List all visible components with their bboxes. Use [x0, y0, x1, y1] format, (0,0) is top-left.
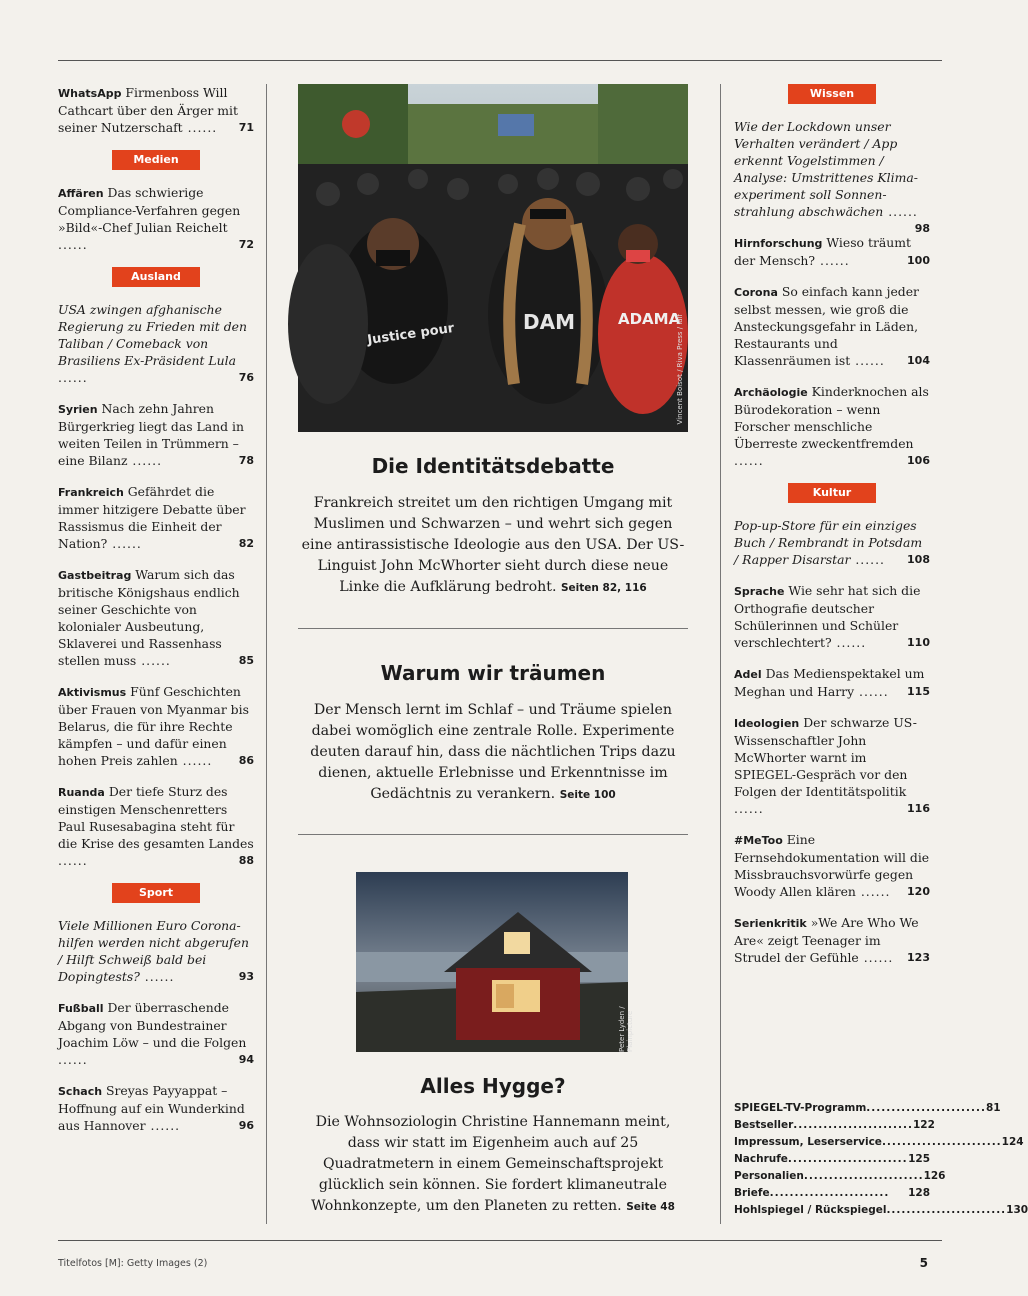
left-column: [58, 84, 254, 1148]
toc-entry[interactable]: [734, 283, 930, 369]
toc-entry-page: 85: [238, 654, 254, 667]
toc-entry-page: 120: [907, 885, 930, 898]
toc-entry-text: USA zwingen afghanische Regierung zu Frieden mit den Taliban / Comeback von Brasiliens Ex-Präsident Lula: [58, 302, 247, 368]
toc-entry-leader: ......: [854, 684, 889, 699]
toc-entry-text: Kinderknochen als Bürodekoration – wenn Forscher menschliche Überreste zweckentfremden: [734, 384, 929, 451]
toc-entry-page: 110: [907, 636, 930, 649]
feature-body: Der Mensch lernt im Schlaf – und Träume spielen dabei womöglich eine zentrale Rolle. Experimente deuten darauf hin, dass die nächtlichen Trips dazu dienen, aktuelle Erlebnisse und Erkenntnisse im Gedächtnis zu verankern.: [310, 702, 676, 802]
index-leader: ........................: [886, 1204, 1007, 1216]
toc-entry-keyword: Fußball: [58, 1002, 104, 1015]
toc-entry-leader: ......: [145, 1118, 181, 1133]
section-tag-kultur: Kultur: [788, 483, 876, 503]
toc-entry-text: Viele Millionen Euro Corona-hilfen werden nicht abgerufen / Hilft Schweiß bald bei Dopingtests?: [58, 918, 249, 984]
toc-entry-leader: ......: [58, 853, 88, 868]
right-column-divider: [720, 84, 721, 1224]
index-label: SPIEGEL-TV-Programm: [734, 1102, 867, 1114]
left-column-divider: [266, 84, 267, 1224]
bottom-rule: [58, 1240, 942, 1241]
toc-entry-text: »We Are Who We Are« zeigt Teenager im Strudel der Gefühle: [734, 915, 919, 965]
index-row[interactable]: [734, 1202, 1028, 1219]
feature-body: Die Wohnsoziologin Christine Hannemann meint, dass wir statt im Eigenheim auch auf 25 Quadratmetern in einem Gemeinschaftsprojekt glücklich sein können. Sie fordert klimaneutrale Wohnkonzepte, um den Planeten zu retten.: [311, 1114, 671, 1214]
index-page: 122: [913, 1119, 935, 1131]
feature-text-identitaetsdebatte: [298, 493, 688, 599]
index-leader: ........................: [881, 1136, 1002, 1148]
toc-entry[interactable]: [734, 234, 930, 269]
toc-entry-text: Nach zehn Jahren Bürgerkrieg liegt das Land in weiten Teilen in Trümmern – eine Bilanz: [58, 401, 244, 468]
toc-entry-page: 108: [907, 553, 930, 566]
toc-entry-page: 104: [907, 354, 930, 367]
toc-entry-leader: ......: [177, 753, 213, 768]
toc-entry-page: 94: [238, 1053, 254, 1066]
middle-rule-1: [298, 628, 688, 629]
feature-text-hygge: [298, 1112, 688, 1218]
feature-body: Frankreich streitet um den richtigen Umgang mit Muslimen und Schwarzen – und wehrt sich gegen eine antirassistische Ideologie aus den USA. Der US-Linguist John McWhorter sieht durch diese neue Linke die Aufklärung bedroht.: [301, 495, 685, 595]
toc-entry-text: Gefährdet die immer hitzigere Debatte über Rassismus die Einheit der Nation?: [58, 484, 246, 551]
toc-entry-leader: ......: [850, 353, 885, 368]
toc-entry-text: Wieso träumt der Mensch?: [734, 235, 911, 268]
toc-entry-keyword: Corona: [734, 286, 778, 299]
index-row[interactable]: [734, 1151, 930, 1168]
toc-entry[interactable]: [58, 999, 254, 1068]
index-page: 128: [908, 1187, 930, 1199]
toc-entry-text: Der schwarze US-Wissenschaftler John McWhorter warnt im SPIEGEL-Gespräch vor den Folgen der Identitätspolitik: [734, 715, 917, 799]
toc-entry-page: 100: [907, 254, 930, 267]
feature-page-ref: Seiten 82, 116: [561, 582, 647, 594]
toc-entry[interactable]: [58, 184, 254, 253]
svg-text:Justice pour: Justice pour: [366, 320, 456, 348]
toc-entry-page: 88: [238, 854, 254, 867]
toc-entry-keyword: Aktivismus: [58, 686, 127, 699]
toc-entry[interactable]: [58, 683, 254, 769]
toc-entry-leader: ......: [107, 536, 142, 551]
toc-entry-keyword: Ideologien: [734, 717, 800, 730]
feature-page-ref: Seite 100: [559, 789, 616, 801]
feature-title-identitaetsdebatte: Die Identitätsdebatte: [371, 454, 615, 478]
index-label: Nachrufe: [734, 1153, 788, 1165]
toc-entry-keyword: Frankreich: [58, 486, 124, 499]
index-row[interactable]: [734, 1134, 1024, 1151]
index-leader: ........................: [769, 1187, 890, 1199]
feature-page-ref: Seite 48: [626, 1201, 675, 1213]
toc-entry-text: Das Medienspektakel um Meghan und Harry: [734, 666, 925, 699]
toc-entry[interactable]: [58, 917, 254, 985]
toc-entry-keyword: Serienkritik: [734, 917, 807, 930]
toc-entry-text: Warum sich das britische Königshaus endlich seiner Geschichte von kolonialer Ausbeutung, Sklaverei und Rassenhass stellen muss: [58, 567, 240, 668]
index-leader: ........................: [803, 1170, 924, 1182]
toc-entry-leader: ......: [855, 884, 891, 899]
index-page: 81: [986, 1102, 1001, 1114]
toc-entry[interactable]: [58, 483, 254, 552]
section-tag-sport: Sport: [112, 883, 200, 903]
toc-entry-keyword: Adel: [734, 668, 762, 681]
toc-entry-page: 93: [238, 970, 254, 983]
toc-entry-leader: ......: [734, 801, 764, 816]
toc-entry[interactable]: [58, 566, 254, 669]
toc-entry-keyword: Schach: [58, 1085, 103, 1098]
middle-rule-2: [298, 834, 688, 835]
toc-entry-page: 115: [907, 685, 930, 698]
feature-title-hygge: Alles Hygge?: [420, 1074, 566, 1098]
toc-entry-keyword: Syrien: [58, 403, 98, 416]
toc-entry-leader: ......: [58, 237, 88, 252]
toc-entry[interactable]: [58, 783, 254, 869]
toc-entry-page: 123: [907, 951, 930, 964]
index-page: 130: [1006, 1204, 1028, 1216]
toc-entry-page: 76: [238, 371, 254, 384]
toc-entry[interactable]: [734, 582, 930, 651]
toc-entry-keyword: Sprache: [734, 585, 785, 598]
feature-text-traeumen: [298, 700, 688, 806]
index-leader: ........................: [787, 1153, 908, 1165]
index-page: 126: [923, 1170, 946, 1182]
toc-entry-text: Der tiefe Sturz des einstigen Menschenretters Paul Rusesabagina steht für die Krise des gesamten Landes: [58, 784, 254, 851]
toc-entry[interactable]: [58, 301, 254, 386]
protest-photo-illustration: [298, 84, 688, 432]
toc-entry[interactable]: [734, 665, 930, 700]
toc-entry[interactable]: [58, 1082, 254, 1134]
toc-entry-keyword: #MeToo: [734, 834, 783, 847]
index-label: Briefe: [734, 1187, 770, 1199]
index-row[interactable]: [734, 1117, 935, 1134]
section-tag-medien: Medien: [112, 150, 200, 170]
house-photo-illustration: [356, 872, 628, 1052]
protest-photo-credit: Vincent Boisot / Riva Press / laif: [676, 314, 684, 425]
toc-entry-page: 98: [914, 222, 930, 235]
toc-entry-page: 78: [238, 454, 254, 467]
toc-entry-text: Firmenboss Will Cathcart über den Ärger mit seiner Nutzerschaft: [58, 85, 238, 135]
top-rule: [58, 60, 942, 61]
index-row[interactable]: [734, 1185, 930, 1202]
toc-entry-leader: ......: [850, 552, 885, 567]
index-row[interactable]: [734, 1100, 1001, 1117]
toc-entry-text: Sreyas Payyappat – Hoffnung auf ein Wunderkind aus Hannover: [58, 1083, 245, 1133]
toc-entry-leader: ......: [883, 204, 918, 219]
toc-entry[interactable]: [734, 517, 930, 568]
index-label: Impressum, Leserservice: [734, 1136, 882, 1148]
toc-entry-text: So einfach kann jeder selbst messen, wie groß die Ansteckungsgefahr in Läden, Restaurants und Klassenräumen ist: [734, 284, 919, 368]
toc-entry-leader: ......: [831, 635, 867, 650]
section-tag-ausland: Ausland: [112, 267, 200, 287]
toc-entry-keyword: Affären: [58, 187, 104, 200]
toc-entry-keyword: Archäologie: [734, 386, 808, 399]
toc-entry-leader: ......: [58, 370, 88, 385]
toc-entry-leader: ......: [815, 253, 850, 268]
toc-entry-text: Wie der Lockdown unser Verhalten verändert / App erkennt Vogelstimmen / Analyse: Umstrittenes Klima-experiment soll Sonnen-strahlung abschwächen: [734, 119, 918, 219]
index-row[interactable]: [734, 1168, 946, 1185]
page-number: 5: [919, 1256, 928, 1270]
toc-entry[interactable]: [734, 714, 930, 817]
svg-text:DAM: DAM: [523, 310, 575, 334]
index-leader: ........................: [866, 1102, 986, 1114]
toc-entry-leader: ......: [858, 950, 894, 965]
toc-entry[interactable]: [58, 400, 254, 469]
index-page: 124: [1001, 1136, 1024, 1148]
index-page: 125: [908, 1153, 930, 1165]
toc-entry[interactable]: [734, 118, 930, 235]
cover-photo-credit: Titelfotos [M]: Getty Images (2): [58, 1258, 208, 1269]
toc-entry-page: 82: [238, 537, 254, 550]
toc-entry[interactable]: [734, 914, 930, 966]
toc-entry-keyword: Ruanda: [58, 786, 105, 799]
toc-entry-text: Das schwierige Compliance-Verfahren gegen »Bild«-Chef Julian Reichelt: [58, 185, 241, 235]
toc-entry-leader: ......: [136, 653, 171, 668]
toc-entry[interactable]: [734, 831, 930, 900]
protest-photo: [298, 84, 688, 432]
toc-entry-text: Eine Fernsehdokumentation will die Missbrauchsvorwürfe gegen Woody Allen klären: [734, 832, 930, 899]
house-photo-credit: Peter Lyden / Plainpicture: [618, 1006, 634, 1052]
toc-entry-page: 72: [238, 238, 254, 251]
toc-entry-page: 106: [907, 454, 930, 467]
toc-entry-leader: ......: [182, 120, 218, 135]
house-photo: [356, 872, 634, 1052]
toc-entry-keyword: WhatsApp: [58, 87, 122, 100]
toc-entry-page: 96: [238, 1119, 254, 1132]
toc-entry-text: Fünf Geschichten über Frauen von Myanmar bis Belarus, die für ihre Rechte kämpfen – und dafür einen hohen Preis zahlen: [58, 684, 249, 768]
toc-entry[interactable]: [734, 383, 930, 469]
toc-entry-page: 71: [238, 121, 254, 134]
index-list: [734, 1100, 1028, 1219]
toc-entry-leader: ......: [734, 453, 764, 468]
index-label: Personalien: [734, 1170, 804, 1182]
toc-entry-page: 86: [238, 754, 254, 767]
toc-entry-keyword: Gastbeitrag: [58, 569, 132, 582]
toc-entry-text: Pop-up-Store für ein einziges Buch / Rembrandt in Potsdam / Rapper Disarstar: [734, 518, 923, 567]
toc-entry-page: 116: [907, 802, 930, 815]
toc-entry-leader: ......: [58, 1052, 88, 1067]
index-label: Bestseller: [734, 1119, 794, 1131]
right-column: [734, 84, 930, 980]
toc-entry-text: Wie sehr hat sich die Orthografie deutscher Schülerinnen und Schüler verschlechtert?: [734, 583, 921, 650]
index-label: Hohlspiegel / Rückspiegel: [734, 1204, 887, 1216]
feature-title-traeumen: Warum wir träumen: [380, 661, 606, 685]
section-tag-wissen: Wissen: [788, 84, 876, 104]
toc-entry-leader: ......: [127, 453, 163, 468]
toc-entry-leader: ......: [139, 969, 175, 984]
svg-text:ADAMA: ADAMA: [618, 310, 681, 328]
toc-entry-keyword: Hirnforschung: [734, 237, 823, 250]
toc-entry-text: Der überraschende Abgang von Bundestrainer Joachim Löw – und die Folgen: [58, 1000, 247, 1050]
index-leader: ........................: [793, 1119, 913, 1131]
toc-entry[interactable]: [58, 84, 254, 136]
